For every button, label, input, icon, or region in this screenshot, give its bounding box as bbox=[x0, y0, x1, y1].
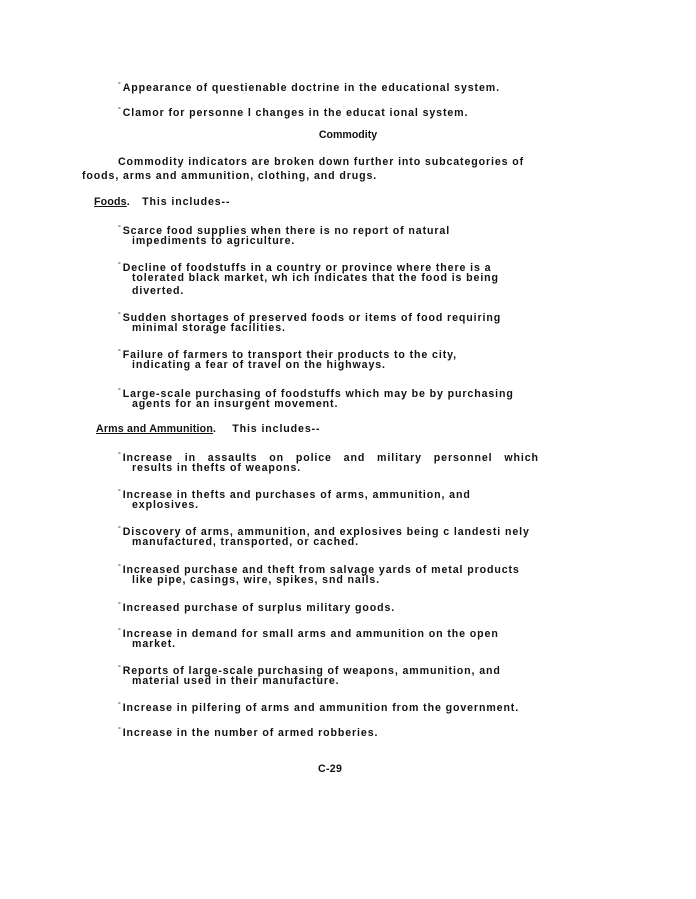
bullet-text: Large-scale purchasing of foodstuffs which may be by purchasing bbox=[122, 388, 514, 400]
bullet-text: Sudden shortages of preserved foods or items of food requiring bbox=[122, 312, 502, 324]
bullet-text: Increase in thefts and purchases of arms, ammunition, and bbox=[122, 489, 471, 501]
heading-period: . bbox=[213, 423, 217, 435]
arms-bullet-3-line-2: manufactured, transported, or cached. bbox=[132, 536, 359, 548]
degree-mark: ° bbox=[118, 262, 122, 269]
arms-bullet-5-line-1 bbox=[118, 599, 395, 615]
intro-line-2: foods, arms and ammunition, clothing, and drugs. bbox=[82, 170, 378, 182]
degree-mark: ° bbox=[118, 526, 122, 533]
bullet-text: Increase in the number of armed robberies. bbox=[122, 727, 379, 739]
arms-bullet-2-line-2: explosives. bbox=[132, 499, 200, 511]
degree-mark: ° bbox=[118, 388, 122, 395]
degree-mark: ° bbox=[118, 452, 122, 459]
degree-mark: ° bbox=[118, 107, 122, 114]
arms-includes: This includes-- bbox=[232, 423, 321, 435]
bullet-text: Appearance of questienable doctrine in the educational system. bbox=[122, 82, 500, 94]
intro-line-1: Commodity indicators are broken down further into subcategories of bbox=[118, 156, 525, 168]
degree-mark: ° bbox=[118, 349, 122, 356]
foods-bullet-1-line-2: impediments to agriculture. bbox=[132, 235, 296, 247]
degree-mark: ° bbox=[118, 564, 122, 571]
degree-mark: ° bbox=[118, 665, 122, 672]
foods-bullet-5-line-2: agents for an insurgent movement. bbox=[132, 398, 339, 410]
arms-bullet-9-line-1 bbox=[118, 724, 378, 740]
bullet-text: Increase in demand for small arms and ammunition on the open bbox=[122, 628, 499, 640]
foods-bullet-3-line-2: minimal storage facilities. bbox=[132, 322, 286, 334]
bullet-text: Clamor for personne l changes in the educat ional system. bbox=[122, 107, 469, 119]
bullet-text: Increased purchase of surplus military goods. bbox=[122, 602, 396, 614]
arms-bullet-1-line-2: results in thefts of weapons. bbox=[132, 462, 302, 474]
arms-heading: Arms and Ammunition bbox=[96, 423, 213, 435]
bullet-text: Discovery of arms, ammunition, and explosives being c landesti nely bbox=[122, 526, 530, 538]
degree-mark: ° bbox=[118, 727, 122, 734]
foods-heading: Foods bbox=[94, 196, 127, 208]
bullet-questionable-doctrine bbox=[118, 79, 500, 95]
page-number: C-29 bbox=[318, 763, 343, 775]
degree-mark: ° bbox=[118, 628, 122, 635]
heading-period: . bbox=[126, 196, 131, 208]
bullet-text: Increase in pilfering of arms and ammunition from the government. bbox=[122, 702, 520, 714]
foods-bullet-2-line-2: tolerated black market, wh ich indicates that the food is being bbox=[132, 272, 499, 284]
foods-includes: This includes-- bbox=[142, 196, 231, 208]
degree-mark: ° bbox=[118, 225, 122, 232]
bullet-text: Scarce food supplies when there is no report of natural bbox=[122, 225, 451, 237]
arms-heading-line bbox=[96, 423, 320, 436]
foods-bullet-2-line-3: diverted. bbox=[132, 285, 185, 297]
arms-bullet-7-line-2: material used in their manufacture. bbox=[132, 675, 340, 687]
bullet-personnel-changes bbox=[118, 104, 468, 120]
foods-heading-line bbox=[94, 196, 230, 209]
degree-mark: ° bbox=[118, 602, 122, 609]
bullet-text: Failure of farmers to transport their products to the city, bbox=[122, 349, 457, 361]
bullet-text: Increase in assaults on police and military personnel which bbox=[122, 452, 539, 464]
degree-mark: ° bbox=[118, 489, 122, 496]
arms-bullet-6-line-2: market. bbox=[132, 638, 176, 650]
section-title: Commodity bbox=[318, 129, 378, 141]
degree-mark: ° bbox=[118, 82, 122, 89]
bullet-text: Reports of large-scale purchasing of weapons, ammunition, and bbox=[122, 665, 501, 677]
foods-bullet-4-line-2: indicating a fear of travel on the highways. bbox=[132, 359, 386, 371]
bullet-text: Increased purchase and theft from salvage yards of metal products bbox=[122, 564, 520, 576]
arms-bullet-4-line-2: like pipe, casings, wire, spikes, snd nails. bbox=[132, 574, 381, 586]
arms-bullet-8-line-1 bbox=[118, 699, 519, 715]
bullet-text: Decline of foodstuffs in a country or province where there is a bbox=[122, 262, 492, 274]
degree-mark: ° bbox=[118, 702, 122, 709]
degree-mark: ° bbox=[118, 312, 122, 319]
